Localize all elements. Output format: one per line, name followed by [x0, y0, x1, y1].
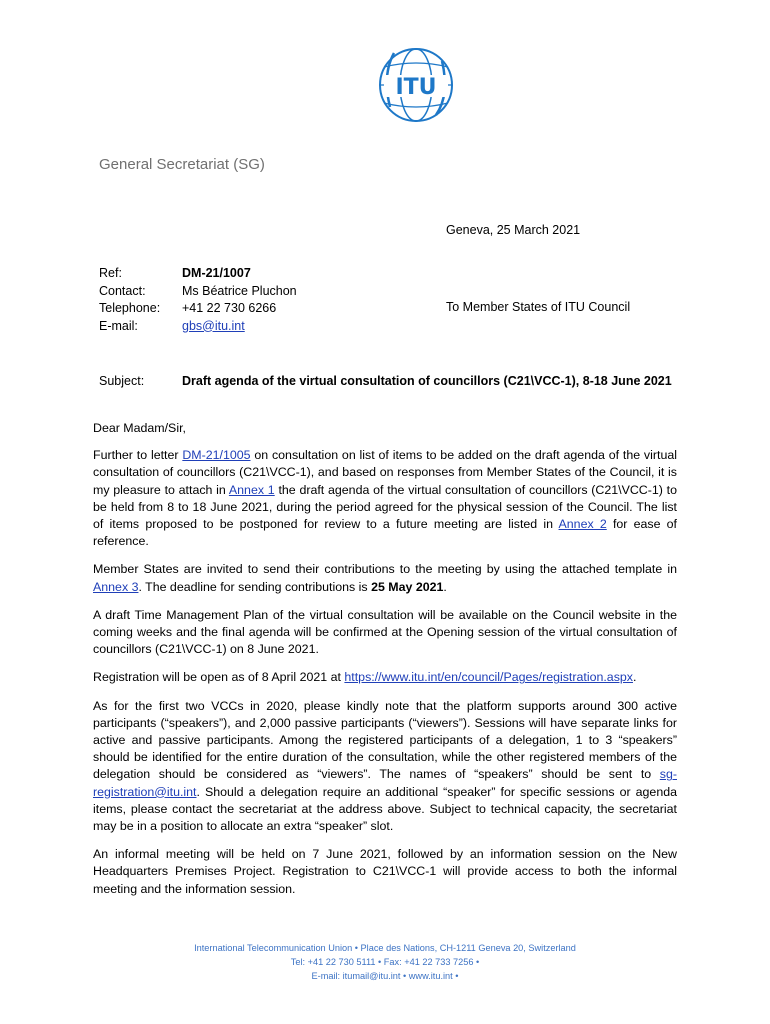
logo-text: ITU: [395, 75, 437, 100]
p1-text-a: Further to letter: [93, 448, 183, 463]
p1-text-d: for ease of reference.: [93, 517, 677, 549]
telephone-label: Telephone:: [99, 301, 161, 315]
p2-text-c: .: [443, 579, 447, 594]
p4-text-a: Registration will be open as of 8 April 2021 at: [93, 670, 345, 685]
footer-address: International Telecommunication Union • Place des Nations, CH-1211 Geneva 20, Switzerland: [194, 943, 576, 953]
letter-body: [93, 420, 677, 909]
deadline-date: 25 May 2021: [371, 579, 444, 594]
p5-text-b: . Should a delegation require an additional “speaker” for specific sessions or agenda items, please contact the secretariat at the address above. Subject to technical capacity, the secretariat may be in a position to allocate an extra “speaker” slot.: [93, 784, 677, 834]
contact-value: Ms Béatrice Pluchon: [182, 283, 297, 298]
itu-logo: [376, 45, 456, 135]
dm-21-1005-link[interactable]: DM-21/1005: [182, 448, 251, 463]
p4-text-b: .: [632, 670, 637, 685]
p2-text-b: . The deadline for sending contributions is: [138, 579, 372, 594]
footer: [0, 941, 770, 983]
footer-email: E-mail: itumail@itu.int • www.itu.int •: [311, 971, 459, 981]
paragraph-1: [93, 447, 677, 550]
paragraph-6: An informal meeting will be held on 7 June 2021, followed by an information session on the New Headquarters Premises Project. Registration to C21\VCC-1 will provide access to both the informal meeting and the information session.: [93, 847, 677, 896]
email-label: E-mail:: [99, 318, 138, 333]
sg-registration-email-link[interactable]: sg-registration@itu.int: [93, 767, 677, 799]
annex-3-link[interactable]: Annex 3: [93, 579, 139, 594]
p1-text-b: on consultation on list of items to be added on the draft agenda of the virtual consultation of councillors (C21\VCC-1), and based on responses from Member States of the Council, it is my pleasure to attach in: [93, 448, 677, 497]
letter-meta: [99, 265, 297, 335]
paragraph-3: A draft Time Management Plan of the virtual consultation will be available on the Council website in the coming weeks and the final agenda will be confirmed at the Opening session of the virtual consultation of councillors (C21\VCC-1) on 8 June 2021.: [93, 607, 677, 657]
p2-text-a: Member States are invited to send their contributions to the meeting by using the attached template in: [93, 562, 677, 577]
annex-2-link[interactable]: Annex 2: [558, 517, 607, 532]
paragraph-4: [93, 669, 677, 686]
recipient: To Member States of ITU Council: [446, 300, 631, 314]
subject-value: Draft agenda of the virtual consultation of councillors (C21\VCC-1), 8-18 June 2021: [182, 374, 672, 388]
contact-label: Contact:: [99, 283, 146, 298]
subject-label: Subject:: [99, 374, 145, 388]
paragraph-5: [93, 698, 677, 836]
email-link[interactable]: gbs@itu.int: [182, 318, 245, 333]
paragraph-2: [93, 561, 677, 595]
salutation: Dear Madam/Sir,: [93, 421, 186, 435]
telephone-value: +41 22 730 6266: [182, 301, 277, 315]
subject-line: [99, 374, 699, 388]
page-title: General Secretariat (SG): [99, 156, 265, 173]
p5-text-a: As for the first two VCCs in 2020, please kindly note that the platform supports around 300 active participants (“speakers”), and 2,000 passive participants (“viewers”). Sessions will have separate links for active and passive participants. Among the registered participants of a delegation, 1 to 3 “speakers” should be identified for the entire duration of the consultation, while the other registered members of the delegation should be considered as “viewers”. The names of “speakers” should be sent to: [93, 698, 677, 782]
p1-text-c: the draft agenda of the virtual consultation of councillors (C21\VCC-1) to be held from 8 to 18 June 2021, during the period agreed for the physical session of the Council. The list of items proposed to be postponed for review to a future meeting are listed in: [93, 482, 677, 532]
ref-label: Ref:: [99, 266, 122, 280]
registration-link[interactable]: https://www.itu.int/en/council/Pages/registration.aspx: [344, 670, 633, 685]
ref-value: DM-21/1007: [182, 266, 251, 280]
footer-phone: Tel: +41 22 730 5111 • Fax: +41 22 733 7256 •: [290, 957, 480, 967]
annex-1-link[interactable]: Annex 1: [228, 482, 275, 497]
letter-date: Geneva, 25 March 2021: [446, 223, 581, 237]
